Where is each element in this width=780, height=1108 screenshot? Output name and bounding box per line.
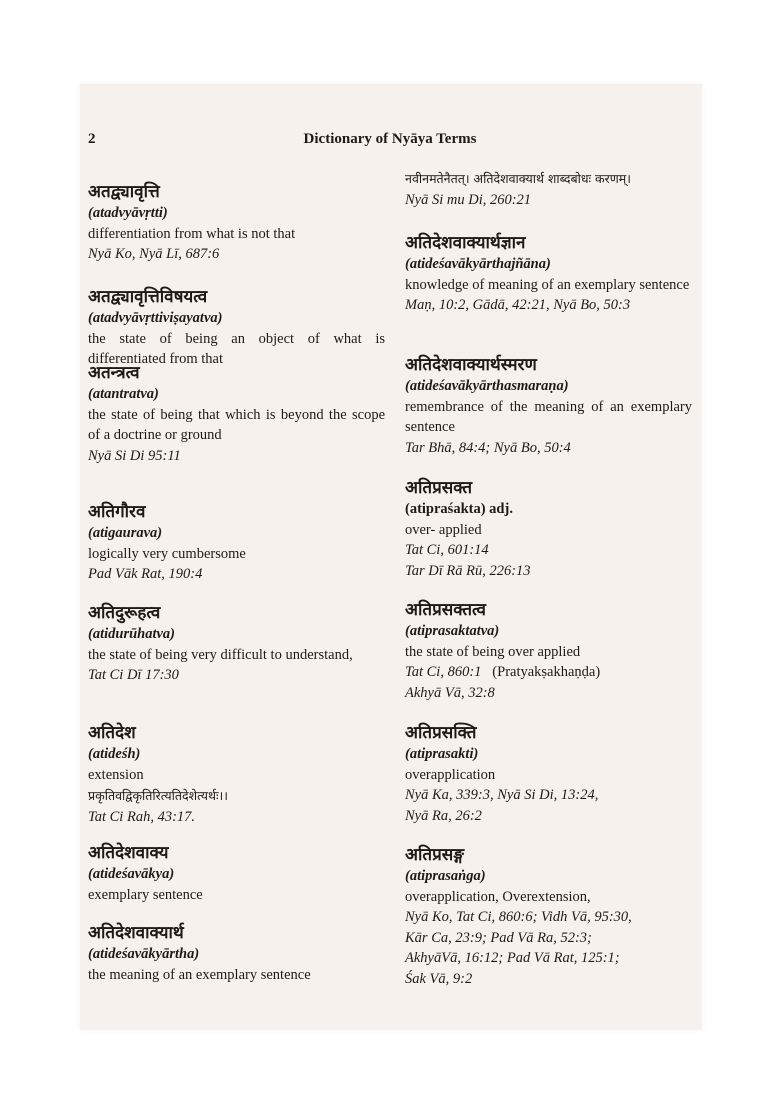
reference-note: (Pratyakṣakhaṇḍa)	[492, 664, 601, 680]
entry-headword: अतिदेशवाक्य	[88, 843, 169, 863]
entry	[405, 844, 692, 989]
entry-reference: Nyā Ka, 339:3, Nyā Si Di, 13:24,	[405, 787, 599, 803]
entry-definition: extension	[88, 766, 144, 783]
entry-headword: अतिदेश	[88, 723, 136, 743]
entry-reference: Maṇ, 10:2, Gādā, 42:21, Nyā Bo, 50:3	[405, 297, 631, 313]
entry-transliteration: (atadvyāvṛtti)	[88, 205, 168, 221]
entry-definition: overapplication	[405, 766, 496, 783]
entry-reference: Tar Dī Rā Rū, 226:13	[405, 562, 531, 579]
reference-text: Tat Ci, 860:1	[405, 664, 482, 680]
entry-reference: Tat Ci Rah, 43:17.	[88, 809, 196, 825]
entry-transliteration: (atideśh)	[88, 746, 141, 762]
entry-definition: over- applied	[405, 521, 482, 538]
entry-reference: Nyā Ko, Tat Ci, 860:6; Vidh Vā, 95:30,	[405, 909, 632, 925]
entry-headword: अतन्त्रत्व	[88, 363, 140, 383]
entry-transliteration: (atideśavākyārthajñāna)	[405, 256, 551, 272]
entry-transliteration: (atiprasakti)	[405, 746, 479, 762]
entry-headword: अतद्व्यावृत्ति	[88, 182, 160, 202]
entry-transliteration: (atideśavākyārtha)	[88, 946, 200, 962]
entry-transliteration: (atantratva)	[88, 386, 159, 402]
entry-reference: Nyā Ra, 26:2	[405, 807, 482, 824]
entry-transliteration: (atidurūhatva)	[88, 626, 176, 642]
entry	[405, 232, 692, 316]
page-number: 2	[88, 131, 96, 147]
entry	[405, 722, 692, 826]
entry-reference: Pad Vāk Rat, 190:4	[88, 566, 203, 582]
entry-definition: the state of being an object of what is differentiated from that	[88, 330, 385, 367]
entry	[405, 477, 692, 581]
entry	[88, 181, 385, 265]
entry-reference: Kār Ca, 23:9; Pad Vā Ra, 52:3;	[405, 929, 592, 946]
entry	[88, 922, 385, 985]
entry-definition: exemplary sentence	[88, 886, 203, 903]
entry-headword: अतिदेशवाक्यार्थज्ञान	[405, 233, 526, 253]
entry-definition: logically very cumbersome	[88, 545, 246, 562]
entry-reference	[405, 662, 692, 683]
entry-reference: Tat Ci, 601:14	[405, 542, 489, 558]
entry-transliteration: (atiprasaṅga)	[405, 868, 486, 884]
entry	[88, 602, 385, 686]
entry-sanskrit-quote: नवीनमतेनैतत्। अतिदेशवाक्यार्थ शाब्दबोधः करणम्।	[405, 171, 631, 186]
entry-headword: अतिदेशवाक्यार्थ	[88, 923, 184, 943]
entry-definition: differentiation from what is not that	[88, 225, 296, 242]
entry-reference: Nyā Si mu Di, 260:21	[405, 192, 532, 208]
entry-reference: AkhyāVā, 16:12; Pad Vā Rat, 125:1;	[405, 950, 620, 966]
entry-definition: the state of being very difficult to understand,	[88, 646, 353, 663]
entry-headword: अतिप्रसङ्ग	[405, 845, 465, 865]
entry-transliteration: (atiprasaktatva)	[405, 623, 500, 639]
entry-definition: knowledge of meaning of an exemplary sentence	[405, 276, 690, 293]
entry-reference: Nyā Si Di 95:11	[88, 447, 181, 464]
entry	[88, 362, 385, 466]
entry-definition: remembrance of the meaning of an exemplary sentence	[405, 398, 692, 435]
entry	[88, 842, 385, 905]
running-title: Dictionary of Nyāya Terms	[303, 131, 477, 147]
entry	[88, 286, 385, 370]
entry-headword: अतिदेशवाक्यार्थस्मरण	[405, 355, 537, 375]
entry-definition: overapplication, Overextension,	[405, 888, 591, 905]
entry	[405, 599, 692, 703]
entry-definition: the state of being over applied	[405, 643, 581, 660]
entry-reference: Śak Vā, 9:2	[405, 970, 473, 987]
entry	[405, 354, 692, 458]
entry-headword: अतिप्रसक्तत्व	[405, 600, 487, 620]
entry-transliteration: (atipraśakta) adj.	[405, 501, 513, 517]
entry-transliteration: (atideśavākyārthasmaraṇa)	[405, 378, 569, 394]
entry-headword: अतिप्रसक्ति	[405, 723, 477, 743]
entry-transliteration: (atideśavākya)	[88, 866, 175, 882]
entry-definition: the state of being that which is beyond the scope of a doctrine or ground	[88, 406, 385, 443]
entry-reference: Akhyā Vā, 32:8	[405, 684, 495, 701]
entry-headword: अतिप्रसक्त	[405, 478, 473, 498]
entry	[88, 501, 385, 585]
entry-reference: Tar Bhā, 84:4; Nyā Bo, 50:4	[405, 439, 571, 456]
entry-headword: अतिदुरूहत्व	[88, 603, 161, 623]
entry-transliteration: (atadvyāvṛttiviṣayatva)	[88, 310, 223, 326]
entry-continuation	[405, 168, 692, 211]
entry-definition: the meaning of an exemplary sentence	[88, 966, 311, 983]
entry-reference: Tat Ci Dī 17:30	[88, 667, 179, 683]
entry-headword: अतिगौरव	[88, 502, 146, 522]
entry-sanskrit-quote: प्रकृतिवद्विकृतिरित्यतिदेशेत्यर्थः।।	[88, 788, 229, 803]
entry	[88, 722, 385, 828]
entry-reference: Nyā Ko, Nyā Lī, 687:6	[88, 246, 220, 262]
entry-transliteration: (atigaurava)	[88, 525, 163, 541]
entry-headword: अतद्व्यावृत्तिविषयत्व	[88, 287, 208, 307]
